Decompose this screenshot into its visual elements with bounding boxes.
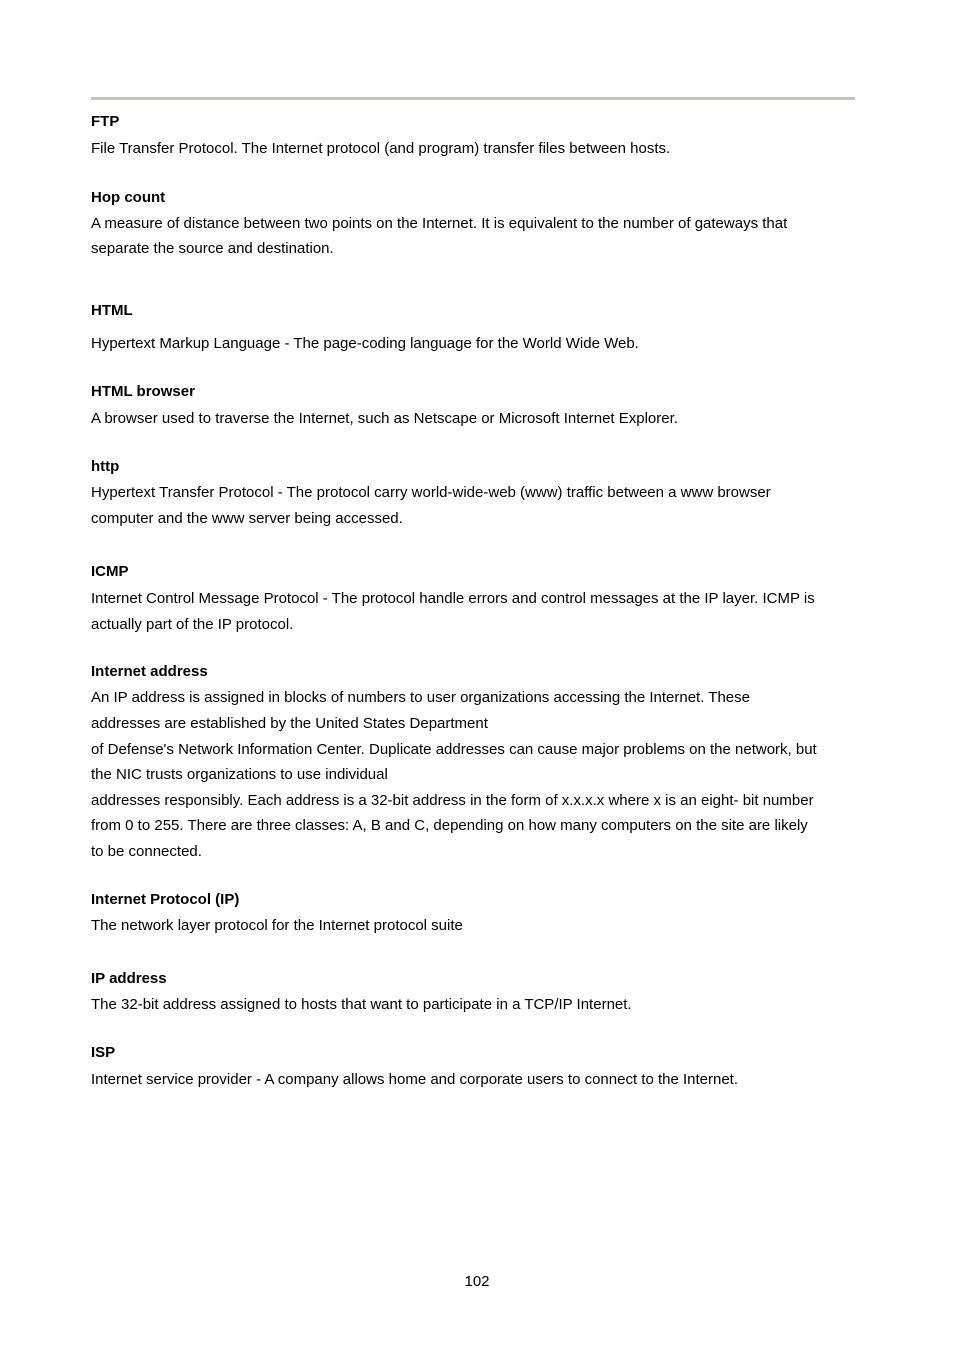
definition-line: The network layer protocol for the Internet protocol suite (91, 916, 463, 934)
definition-line: A measure of distance between two points on the Internet. It is equivalent to the number of gateways that (91, 214, 788, 232)
glossary-term: FTP (91, 113, 120, 130)
glossary-term: Internet address (91, 663, 208, 681)
definition-line: Internet service provider - A company allows home and corporate users to connect to the Internet. (91, 1070, 739, 1088)
glossary-definition (91, 992, 867, 1018)
glossary-entry-hop-count (91, 188, 867, 262)
definition-line: separate the source and destination. (91, 240, 334, 258)
definition-line: Hypertext Markup Language - The page-coding language for the World Wide Web. (91, 334, 639, 352)
definition-line: of Defense's Network Information Center. Duplicate addresses can cause major problems on the network, but (91, 740, 817, 758)
glossary-entry-internet-address (91, 662, 867, 864)
glossary-entry-ip-address (91, 969, 867, 1018)
definition-line: actually part of the IP protocol. (91, 615, 294, 633)
definition-line: Internet Control Message Protocol - The protocol handle errors and control messages at the IP layer. ICMP is (91, 590, 815, 608)
glossary-term: Hop count (91, 188, 166, 206)
glossary-term: ICMP (91, 563, 129, 581)
page-number: 102 (464, 1273, 490, 1290)
glossary-entry-http (91, 457, 867, 531)
glossary-definition (91, 211, 867, 262)
glossary-term: HTML (91, 301, 133, 319)
definition-line: A browser used to traverse the Internet, such as Netscape or Microsoft Internet Explorer. (91, 410, 678, 428)
definition-line: the NIC trusts organizations to use individual (91, 766, 388, 784)
glossary-definition (91, 406, 867, 432)
glossary-term: ISP (91, 1043, 116, 1061)
definition-line: Hypertext Transfer Protocol - The protocol carry world-wide-web (www) traffic between a www browser (91, 483, 771, 501)
glossary-term: IP address (91, 970, 167, 988)
definition-line: addresses responsibly. Each address is a 32-bit address in the form of x.x.x.x where x is an eight- bit number (91, 791, 814, 809)
glossary-entry-icmp (91, 562, 867, 637)
glossary-entry-html (91, 301, 867, 357)
glossary-definition (91, 586, 867, 637)
glossary-definition (91, 136, 867, 162)
definition-line: An IP address is assigned in blocks of numbers to user organizations accessing the Internet. These (91, 689, 750, 707)
glossary-term: HTML browser (91, 383, 195, 401)
definition-line: computer and the www server being accessed. (91, 509, 403, 527)
glossary-entry-isp (91, 1043, 867, 1093)
glossary-list (91, 112, 867, 1092)
glossary-entry-ftp (91, 112, 867, 162)
definition-line: File Transfer Protocol. The Internet protocol (and program) transfer files between hosts. (91, 140, 671, 157)
definition-line: to be connected. (91, 842, 202, 860)
definition-line: from 0 to 255. There are three classes: A, B and C, depending on how many computers on the site are likely (91, 817, 808, 835)
definition-line: The 32-bit address assigned to hosts that want to participate in a TCP/IP Internet. (91, 996, 632, 1014)
glossary-definition (91, 685, 867, 864)
definition-line: addresses are established by the United States Department (91, 714, 488, 732)
glossary-definition (91, 331, 867, 357)
glossary-term: http (91, 457, 120, 475)
glossary-definition (91, 913, 867, 939)
glossary-term: Internet Protocol (IP) (91, 890, 240, 908)
glossary-entry-html-browser (91, 382, 867, 432)
header-rule (91, 97, 855, 100)
glossary-definition (91, 1067, 867, 1093)
glossary-definition (91, 480, 867, 531)
glossary-entry-internet-protocol (91, 890, 867, 939)
